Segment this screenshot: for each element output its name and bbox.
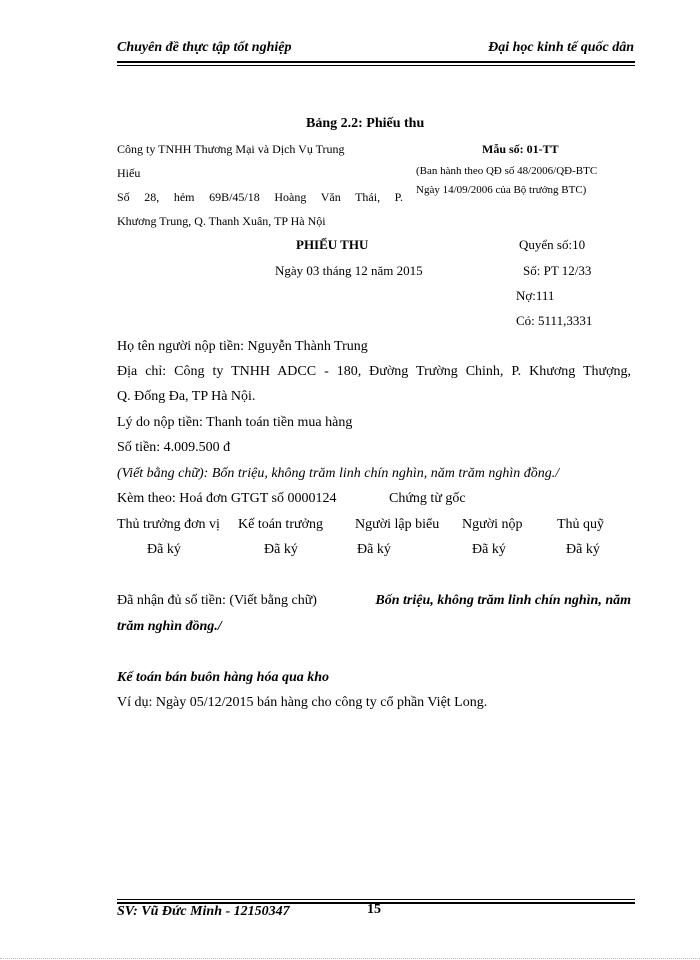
company-line3: Số 28, hẻm 69B/45/18 Hoàng Văn Thái, P. (117, 190, 403, 204)
header-left: Chuyên đề thực tập tốt nghiệp (117, 40, 292, 55)
section-example: Ví dụ: Ngày 05/12/2015 bán hàng cho công ty cổ phần Việt Long. (117, 695, 488, 710)
signature-role-preparer: Người lập biểu (355, 517, 440, 532)
received-prefix: Đã nhận đủ số tiền: (Viết bằng chữ) (117, 593, 317, 608)
signature-role-payer: Người nộp (462, 517, 523, 532)
form-code-line1: (Ban hành theo QĐ số 48/2006/QĐ-BTC (416, 165, 598, 177)
header-rule-thick (117, 61, 635, 63)
signature-signed-chief-accountant: Đã ký (264, 542, 298, 557)
footer-student: SV: Vũ Đức Minh - 12150347 (117, 904, 290, 919)
amount: Số tiền: 4.009.500 đ (117, 440, 231, 455)
signature-signed-head: Đã ký (147, 542, 181, 557)
header-rule-thin (117, 65, 635, 66)
header-right: Đại học kinh tế quốc dân (488, 40, 634, 55)
received-line1 (117, 593, 631, 609)
section-heading: Kế toán bán buôn hàng hóa qua kho (117, 670, 330, 685)
signature-signed-cashier: Đã ký (566, 542, 600, 557)
page-edge-dotted (0, 958, 700, 959)
received-words-line2: trăm nghìn đồng./ (117, 619, 222, 634)
receipt-book: Quyển số:10 (519, 237, 586, 252)
company-line2: Hiếu (117, 166, 141, 180)
attached-document: Chứng từ gốc (389, 491, 466, 506)
receipt-credit: Có: 5111,3331 (516, 313, 593, 328)
address-line1: Địa chỉ: Công ty TNHH ADCC - 180, Đường Trường Chinh, P. Khương Thượng, (117, 364, 631, 379)
address-line2: Q. Đống Đa, TP Hà Nội. (117, 389, 256, 404)
amount-in-words: (Viết bằng chữ): Bốn triệu, không trăm linh chín nghìn, năm trăm nghìn đồng./ (117, 466, 560, 481)
company-line4: Khương Trung, Q. Thanh Xuân, TP Hà Nội (117, 214, 326, 228)
payer-name: Họ tên người nộp tiền: Nguyễn Thành Trung (117, 339, 368, 354)
footer-rule-thin (117, 899, 635, 900)
receipt-date: Ngày 03 tháng 12 năm 2015 (275, 263, 423, 278)
signature-role-chief-accountant: Kế toán trưởng (238, 517, 323, 532)
table-title: Bảng 2.2: Phiếu thu (306, 116, 425, 131)
signature-signed-preparer: Đã ký (357, 542, 391, 557)
payment-reason: Lý do nộp tiền: Thanh toán tiền mua hàng (117, 415, 353, 430)
received-words-line1: Bốn triệu, không trăm linh chín nghìn, năm (375, 593, 631, 608)
company-line1: Công ty TNHH Thương Mại và Dịch Vụ Trung (117, 142, 345, 156)
receipt-number: Số: PT 12/33 (523, 263, 592, 278)
attached-invoice: Kèm theo: Hoá đơn GTGT số 0000124 (117, 491, 337, 506)
form-code-line2: Ngày 14/09/2006 của Bộ trưởng BTC) (416, 184, 587, 196)
page-number: 15 (367, 902, 381, 917)
signature-role-head: Thủ trưởng đơn vị (117, 517, 220, 532)
receipt-title: PHIẾU THU (296, 237, 369, 252)
signature-signed-payer: Đã ký (472, 542, 506, 557)
form-code-label: Mẫu số: 01-TT (482, 142, 559, 156)
signature-role-cashier: Thủ quỹ (557, 517, 605, 532)
receipt-debit: Nợ:111 (516, 288, 555, 303)
